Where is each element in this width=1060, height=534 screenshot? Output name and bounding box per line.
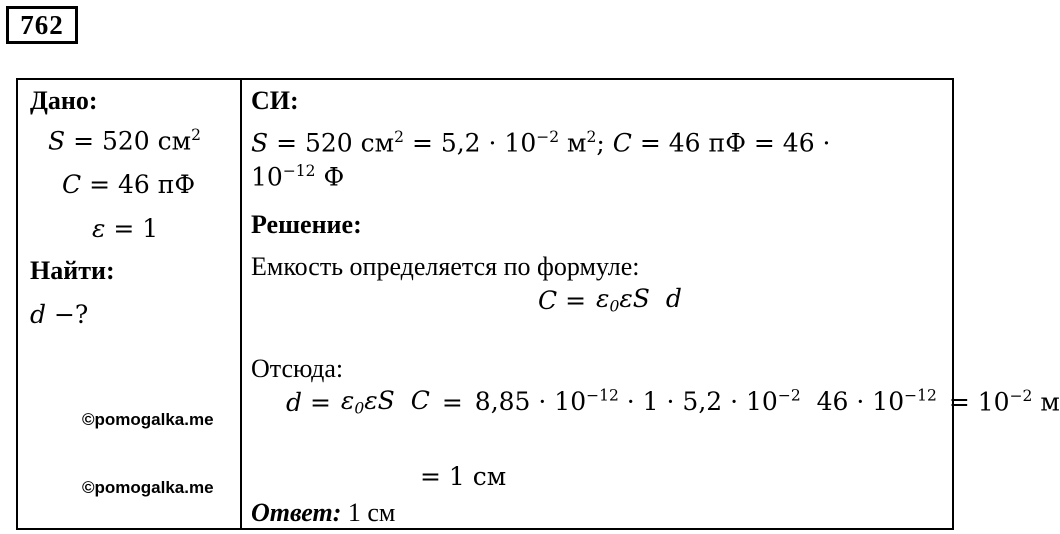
si-line-1 [251, 128, 831, 158]
problem-number: 762 [6, 6, 78, 44]
watermark-2: ©pomogalka.me [82, 478, 214, 497]
formula1-denominator: d [665, 284, 682, 313]
si-s-pow: 2 [394, 128, 404, 146]
formula1-eps: ε [596, 284, 610, 313]
formula2-lhs: d = [286, 387, 331, 417]
si-s-symbol: S [251, 128, 269, 158]
given-title: Дано: [30, 86, 98, 115]
si-s-unit: м [559, 128, 587, 158]
si-line2-unit: Ф [315, 162, 345, 192]
si-title: СИ: [251, 86, 299, 115]
given-capacitance [62, 170, 195, 199]
formula2-f1-denominator: C [410, 386, 430, 415]
given-area [48, 126, 201, 156]
formula2-f1-eps: ε [340, 386, 355, 415]
permittivity-value: = 1 [113, 214, 159, 243]
solution-hence: Отсюда: [251, 354, 344, 383]
formula2-f2-num-b: · 1 · 5,2 · 10 [618, 387, 778, 417]
answer-line [251, 498, 395, 528]
formula2-f1-num-rest: εS [364, 386, 395, 415]
find-symbol: d [30, 300, 47, 329]
formula1-fraction [592, 284, 686, 316]
solution-intro: Емкость определяется по формуле: [251, 252, 640, 281]
si-s-conv: = 5,2 · 10 [411, 128, 537, 158]
formula2-result-value: = 10 [948, 387, 1010, 417]
formula2-f2-num-b-pow: −2 [777, 386, 801, 405]
area-power: 2 [191, 126, 201, 144]
si-c-part: = 46 пФ = 46 · [639, 128, 831, 158]
answer-value: 1 см [341, 498, 396, 527]
find-title: Найти: [30, 256, 115, 285]
formula2-fraction-1 [337, 386, 434, 418]
area-symbol: S [48, 126, 66, 156]
formula2-f2-denominator [813, 387, 941, 416]
formula2-result-unit: м [1032, 387, 1060, 417]
formula2-f2-num-a-pow: −12 [586, 386, 619, 405]
formula2-result [949, 387, 1060, 417]
formula1-numerator [592, 284, 654, 316]
formula2-f1-numerator [337, 386, 399, 418]
formula2-eq: = [441, 387, 463, 417]
find-query: −? [46, 300, 89, 329]
si-s-unit-pow: 2 [586, 128, 597, 146]
formula2-f2-den-pow: −12 [904, 386, 937, 405]
area-value: = 520 см [73, 126, 192, 156]
formula2-f2-num-a: 8,85 · 10 [474, 387, 587, 417]
find-line [30, 300, 88, 329]
formula2-result-pow: −2 [1009, 387, 1033, 406]
permittivity-symbol: ε [92, 214, 106, 243]
capacitance-symbol: C [62, 170, 82, 199]
formula2-f1-eps-sub: 0 [354, 399, 365, 418]
formula1-lhs: C = [538, 285, 587, 315]
formula2-f2-numerator [471, 387, 805, 416]
solution-table [16, 78, 1060, 530]
capacitance-value: = 46 пФ [89, 170, 196, 199]
watermark-1: ©pomogalka.me [82, 410, 214, 429]
formula-capacitance [538, 284, 686, 316]
si-sep: ; [596, 128, 605, 158]
si-line2-pow: −12 [282, 162, 316, 180]
si-s-conv-pow: −2 [536, 128, 560, 146]
si-c-symbol: C [612, 128, 632, 158]
column-divider [240, 80, 242, 528]
formula2-f2-den: 46 · 10 [816, 387, 905, 417]
si-s-part: = 520 см [276, 128, 395, 158]
formula1-eps-sub: 0 [609, 297, 620, 316]
formula-distance [286, 386, 1060, 418]
formula1-num-rest: εS [619, 284, 650, 313]
answer-label: Ответ: [251, 498, 342, 527]
formula2-fraction-2 [471, 387, 941, 417]
si-line2-base: 10 [251, 162, 283, 192]
solution-title: Решение: [251, 210, 362, 239]
si-line-2 [251, 162, 344, 192]
given-permittivity [92, 214, 158, 243]
result-line: = 1 см [420, 462, 507, 491]
